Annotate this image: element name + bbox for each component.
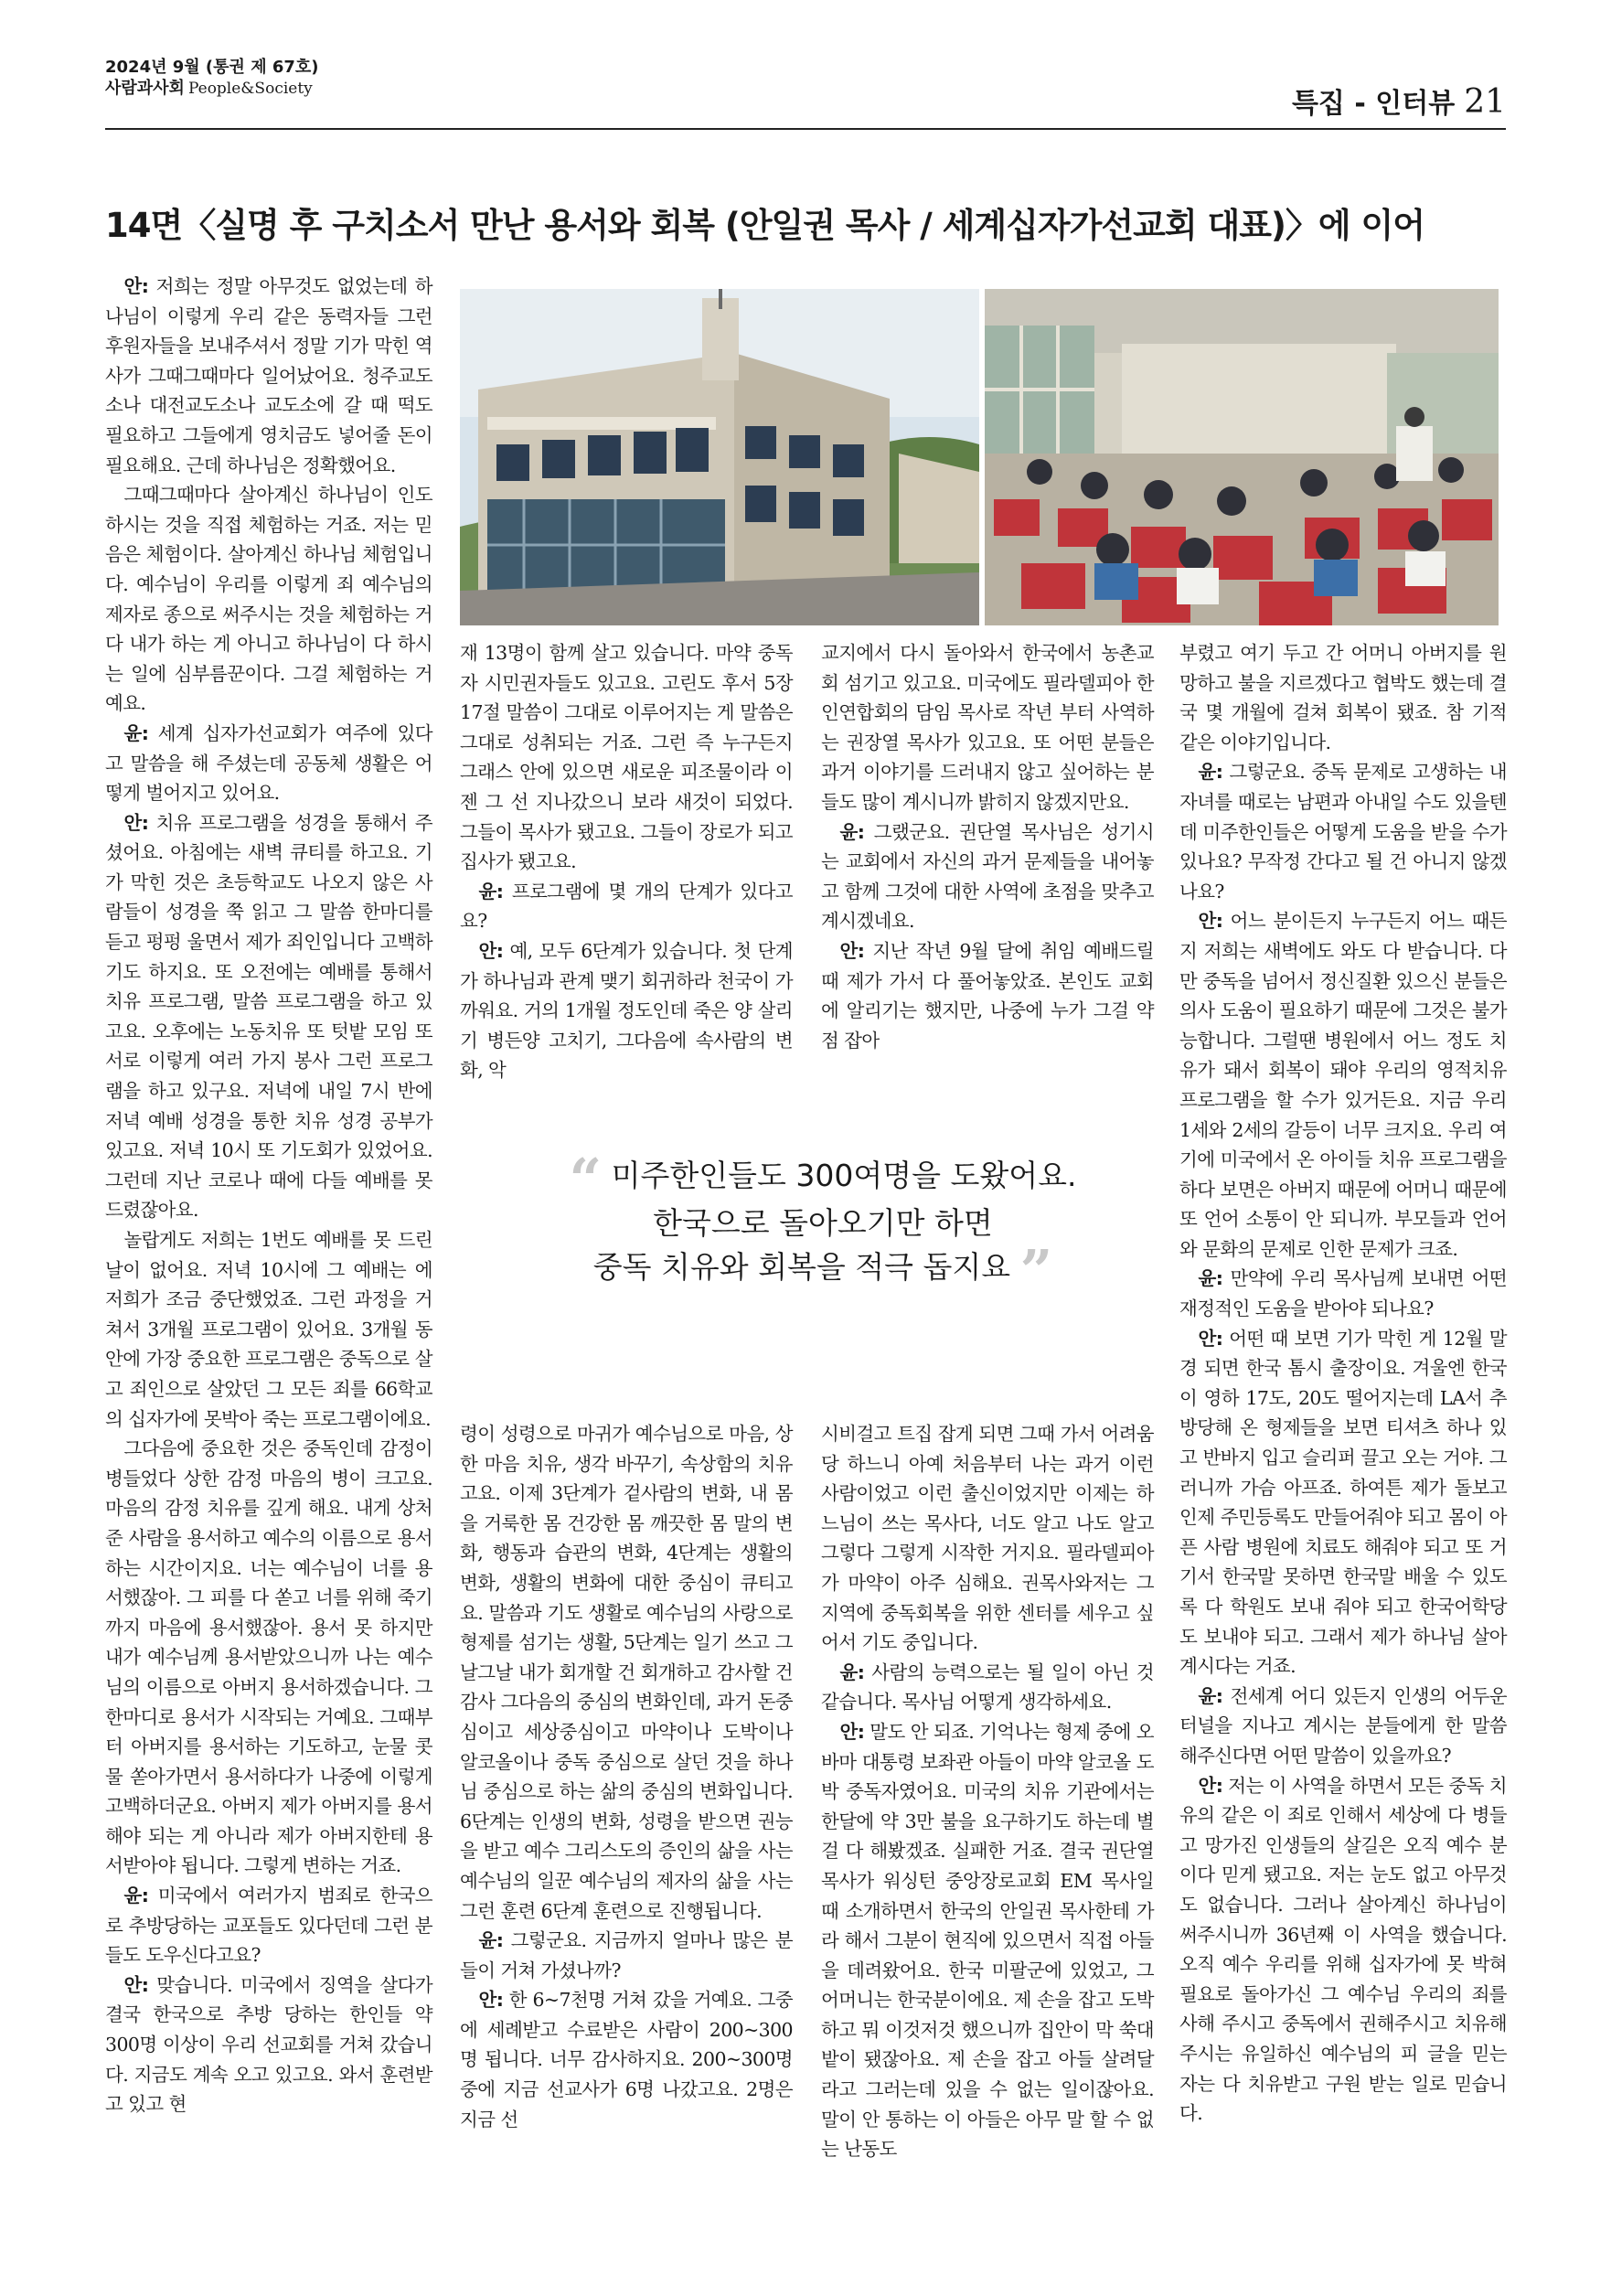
speaker-label: 안: — [839, 1720, 865, 1743]
paragraph: 윤: 미국에서 여러가지 범죄로 한국으로 추방당하는 교포들도 있다던데 그런 분들도 도우신다고요? — [105, 1885, 432, 1967]
section-label: 특집 - 인터뷰 — [1291, 88, 1456, 120]
paragraph: 안: 치유 프로그램을 성경을 통해서 주셨어요. 아침에는 새벽 큐티를 하고요. 기가 막힌 것은 초등학교도 나오지 않은 사람들이 성경을 쭉 읽고 그 말씀 한마디를 듣고 펑펑 울면서 제가 죄인입니다 고백하기도 하지요. 또 오전에는 예배를 통해서 치유 프로그램, 말씀 프로그램을 하고 있고요. 오후에는 노동치유 또 텃밭 모임 또 서로 이렇게 여러 가지 봉사 그런 프로그램을 하고 있구요. 저녁에 내일 7시 반에 저녁 예배 성경을 통한 치유 성경 공부가 있고요. 저녁 10시 또 기도회가 있었어요. 그런데 지난 코로나 때에 다들 예배를 못 드렸잖아요. — [105, 811, 432, 1222]
section-header — [1292, 80, 1506, 121]
paragraph: 윤: 사람의 능력으로는 될 일이 아닌 것 같습니다. 목사님 어떻게 생각하세요. — [821, 1661, 1154, 1714]
speaker-label: 안: — [1198, 910, 1223, 933]
paragraph: 윤: 프로그램에 몇 개의 단계가 있다고요? — [460, 880, 793, 933]
paragraph: 그때그때마다 살아계신 하나님이 인도하시는 것을 직접 체험하는 거죠. 저는 믿음은 체험이다. 살아계신 하나님 체험입니다. 예수님이 우리를 이렇게 죄 예수님의 제자로 종으로 써주시는 것을 체험하는 거다 내가 하는 게 아니고 하나님이 다 하시는 일에 심부름꾼이다. 그걸 체험하는 거예요. — [105, 484, 432, 715]
paragraph: 윤: 세계 십자가선교회가 여주에 있다고 말씀을 해 주셨는데 공동체 생활은 어떻게 벌어지고 있어요. — [105, 721, 432, 805]
paragraph: 안: 지난 작년 9월 달에 취임 예배드릴 때 제가 가서 다 풀어놓았죠. 본인도 교회에 알리기는 했지만, 나중에 누가 그걸 약점 잡아 — [821, 939, 1154, 1052]
speaker-label: 윤: — [123, 721, 149, 744]
paragraph: 윤: 전세계 어디 있든지 인생의 어두운 터널을 지나고 계시는 분들에게 한 말씀 해주신다면 어떤 말씀이 있을까요? — [1179, 1684, 1507, 1767]
article-column-2-upper — [460, 638, 793, 1082]
speaker-label: 안: — [1198, 1327, 1223, 1350]
speaker-label: 안: — [839, 939, 865, 962]
paragraph: 안: 어느 분이든지 누구든지 어느 때든지 저희는 새벽에도 와도 다 받습니다. 다만 중독을 넘어서 정신질환 있으신 분들은 의사 도움이 필요하기 때문에 그것은 불가능합니다. 그럴땐 병원에서 어느 정도 치유가 돼서 회복이 돼야 우리의 영적치유 프로그램을 할 수가 있거든요. 지금 우리 1세와 2세의 갈등이 너무 크지요. 우리 여기에 미국에서 온 아이들 치유 프로그램을 하다 보면은 아버지 때문에 어머니 때문에 또 언어 소통이 안 되니까. 부모들과 언어와 문화의 문제로 인한 문제가 크죠. — [1179, 910, 1507, 1260]
paragraph: 윤: 만약에 우리 목사님께 보내면 어떤 재정적인 도움을 받아야 되나요? — [1179, 1267, 1507, 1320]
paragraph: 놀랍게도 저희는 1번도 예배를 못 드린 날이 없어요. 저녁 10시에 그 예배는 에 저희가 조금 중단했었죠. 그런 과정을 거쳐서 3개월 프로그램이 있어요. 3개월 동안에 가장 중요한 프로그램은 중독으로 살고 죄인으로 살았던 그 모든 죄를 66학교의 십자가에 못박아 죽는 프로그램이에요. — [105, 1229, 432, 1430]
speaker-label: 윤: — [1198, 761, 1223, 784]
brand-korean: 사람과사회 — [105, 79, 185, 98]
header-divider — [105, 128, 1506, 130]
speaker-label: 안: — [478, 939, 504, 962]
pull-quote-line-2: 한국으로 돌아오기만 하면 — [653, 1205, 993, 1241]
article-column-4 — [1179, 638, 1507, 2164]
pull-quote-line-3: 중독 치유와 회복을 적극 돕지요 ” — [592, 1237, 1053, 1304]
audience-hall-photo — [985, 289, 1499, 625]
speaker-label: 안: — [123, 1973, 149, 1996]
church-building-photo — [460, 289, 979, 625]
article-column-2-lower — [460, 1419, 793, 2164]
speaker-label: 윤: — [478, 880, 504, 902]
close-quote-icon: ” — [1019, 1237, 1053, 1304]
pull-quote-line-1: “ 미주한인들도 300여명을 도왔어요. — [569, 1146, 1077, 1212]
paragraph: 령이 성령으로 마귀가 예수님으로 마음, 상한 마음 치유, 생각 바꾸기, 속상함의 치유고요. 이제 3단계가 겉사람의 변화, 내 몸을 거룩한 몸 건강한 몸 깨끗한 몸 말의 변화, 행동과 습관의 변화, 4단계는 생활의 변화, 생활의 변화에 대한 중심이 큐티고요. 말씀과 기도 생활로 예수님의 사랑으로 형제를 섬기는 생활, 5단계는 일기 쓰고 그날그날 내가 회개할 건 회개하고 감사할 건 감사 그다음의 중심의 변화인데, 과거 돈중심이고 세상중심이고 마약이나 도박이나 알코올이나 중독 중심으로 살던 것을 하나님 중심으로 하는 삶의 중심의 변화입니다. 6단계는 인생의 변화, 성령을 받으면 권능을 받고 예수 그리스도의 증인의 삶을 사는 예수님의 일꾼 예수님의 제자의 삶을 사는 그런 훈련 6단계 훈련으로 진행됩니다. — [460, 1423, 793, 1922]
paragraph: 윤: 그랬군요. 권단열 목사님은 성기시는 교회에서 자신의 과거 문제들을 내어놓고 함께 그것에 대한 사역에 초점을 맞추고 계시겠네요. — [821, 820, 1154, 933]
paragraph: 재 13명이 함께 살고 있습니다. 마약 중독자 시민권자들도 있고요. 고린도 후서 5장 17절 말씀이 그대로 이루어지는 게 말씀은 그대로 성취되는 거죠. 그런 즉 누구든지 그래스 안에 있으면 새로운 피조물이라 이젠 그 선 지나갔으니 보라 새것이 되었다. 그들이 목사가 됐고요. 그들이 장로가 되고 집사가 됐고요. — [460, 642, 793, 873]
paragraph: 안: 말도 안 되죠. 기억나는 형제 중에 오바마 대통령 보좌관 아들이 마약 알코올 도박 중독자였어요. 미국의 치유 기관에서는 한달에 약 3만 불을 요구하기도 하는데 별 걸 다 해봤겠죠. 실패한 거죠. 결국 권단열 목사가 워싱턴 중앙장로교회 EM 목사일 때 소개하면서 한국의 안일권 목사한테 가라 해서 그분이 현직에 있으면서 직접 아들을 데려왔어요. 한국 미팔군에 있었고, 그 어머니는 한국분이에요. 제 손을 잡고 도박하고 뭐 이것저것 했으니까 집안이 막 쑥대밭이 됐잖아요. 제 손을 잡고 아들 살려달라고 그러는데 있을 수 없는 일이잖아요. 말이 안 통하는 이 아들은 아무 말 할 수 없는 난동도 — [821, 1720, 1154, 2161]
paragraph: 부렸고 여기 두고 간 어머니 아버지를 원망하고 불을 지르겠다고 협박도 했는데 결국 몇 개월에 걸쳐 회복이 됐죠. 참 기적 같은 이야기입니다. — [1179, 642, 1507, 753]
open-quote-icon: “ — [569, 1146, 603, 1212]
speaker-label: 윤: — [1198, 1684, 1223, 1707]
paragraph: 안: 맞습니다. 미국에서 징역을 살다가 결국 한국으로 추방 당하는 한인들 약 300명 이상이 우리 선교회를 거쳐 갔습니다. 지금도 계속 오고 있고요. 와서 훈련받고 있고 현 — [105, 1973, 432, 2116]
paragraph: 안: 한 6~7천명 거쳐 갔을 거예요. 그중에 세례받고 수료받은 사람이 200~300명 됩니다. 너무 감사하지요. 200~300명 중에 지금 선교사가 6명 나갔고요. 2명은 지금 선 — [460, 1989, 793, 2130]
article-headline: 14면〈실명 후 구치소서 만난 용서와 회복 (안일권 목사 / 세계십자가선교회 대표)〉에 이어 — [105, 206, 1425, 245]
speaker-label: 안: — [123, 811, 149, 834]
paragraph: 시비걸고 트집 잡게 되면 그때 가서 어려움당 하느니 아예 처음부터 나는 과거 이런 사람이었고 이런 출신이었지만 이제는 하느님이 쓰는 목사다, 너도 알고 나도 알고 그렇다 그렇게 시작한 거지요. 필라델피아가 마약이 아주 심해요. 권목사와저는 그 지역에 중독회복을 위한 센터를 세우고 싶어서 기도 중입니다. — [821, 1423, 1154, 1654]
paragraph: 그다음에 중요한 것은 중독인데 감정이 병들었다 상한 감정 마음의 병이 크고요. 마음의 감정 치유를 깊게 해요. 내게 상처 준 사람을 용서하고 예수의 이름으로 용서하는 시간이지요. 너는 예수님이 너를 용서했잖아. 그 피를 다 쏟고 너를 위해 죽기까지 마음에 용서했잖아. 용서 못 하지만 내가 예수님께 용서받았으니까 나는 예수님의 이름으로 아버지 용서하겠습니다. 그 한마디로 용서가 시작되는 거예요. 그때부터 아버지를 용서하는 기도하고, 눈물 콧물 쏟아가면서 용서하다가 나중에 이렇게 고백하더군요. 아버지 제가 아버지를 용서해야 되는 게 아니라 제가 아버지한테 용서받아야 됩니다. 그렇게 변하는 거죠. — [105, 1437, 432, 1877]
masthead — [105, 57, 319, 100]
speaker-label: 윤: — [1198, 1267, 1223, 1290]
speaker-label: 윤: — [839, 1661, 865, 1683]
article-column-3-lower — [821, 1419, 1154, 2164]
speaker-label: 윤: — [839, 820, 865, 843]
speaker-label: 안: — [478, 1989, 504, 2012]
paragraph: 윤: 그렇군요. 중독 문제로 고생하는 내 자녀를 때로는 남편과 아내일 수도 있을텐데 미주한인들은 어떻게 도움을 받을 수가 있나요? 무작정 간다고 될 건 아니지 않겠나요? — [1179, 761, 1507, 902]
paragraph: 안: 예, 모두 6단계가 있습니다. 첫 단계가 하나님과 관계 맺기 회귀하라 천국이 가까워요. 거의 1개월 정도인데 죽은 양 살리기 병든양 고치기, 그다음에 속사람의 변화, 악 — [460, 939, 793, 1082]
paragraph: 윤: 그렇군요. 지금까지 얼마나 많은 분들이 거쳐 가셨나까? — [460, 1929, 793, 1981]
speaker-label: 윤: — [478, 1929, 504, 1952]
paragraph: 안: 저희는 정말 아무것도 없었는데 하나님이 이렇게 우리 같은 동력자들 그런 후원자들을 보내주셔서 정말 기가 막힌 역사가 그때그때마다 일어났어요. 청주교도소나 대전교도소나 교도소에 갈 때 떡도 필요하고 그들에게 영치금도 넣어줄 돈이 필요해요. 근데 하나님은 정확했어요. — [105, 275, 432, 476]
article-column-1 — [105, 272, 432, 2164]
paragraph: 안: 어떤 때 보면 기가 막힌 게 12월 말경 되면 한국 톰시 출장이요. 겨울엔 한국이 영하 17도, 20도 떨어지는데 LA서 추방당해 온 형제들을 보면 티셔츠 하나 있고 반바지 입고 슬리퍼 끌고 오는 거야. 그러니까 가슴 아프죠. 하여튼 제가 돌보고 인제 주민등록도 만들어줘야 되고 몸이 아픈 사람 병원에 치료도 해줘야 되고 또 거기서 한국말 못하면 한국말 배울 수 있도록 다 학원도 보내 줘야 되고 한국어학당도 보내야 되고. 그래서 제가 하나님 살아계시다는 거죠. — [1179, 1327, 1507, 1678]
paragraph: 교지에서 다시 돌아와서 한국에서 농촌교회 섬기고 있고요. 미국에도 필라델피아 한인연합회의 담임 목사로 작년 부터 사역하는 권장열 목사가 있고요. 또 어떤 분들은 과거 이야기를 드러내지 않고 싶어하는 분들도 많이 계시니까 밝히지 않겠지만요. — [821, 642, 1154, 813]
brand-line — [105, 78, 319, 100]
speaker-label: 윤: — [123, 1885, 149, 1907]
article-column-3-upper — [821, 638, 1154, 1068]
issue-info: 2024년 9월 (통권 제 67호) — [105, 58, 319, 77]
pull-quote — [494, 1146, 1152, 1304]
speaker-label: 안: — [123, 275, 149, 297]
speaker-label: 안: — [1198, 1774, 1223, 1797]
page-number: 21 — [1464, 83, 1506, 121]
paragraph: 안: 저는 이 사역을 하면서 모든 중독 치유의 같은 이 죄로 인해서 세상에 다 병들고 망가진 인생들의 살길은 오직 예수 분이다 믿게 됐고요. 저는 눈도 없고 아무것도 없습니다. 그러나 살아계신 하나님이 써주시니까 36년째 이 사역을 했습니다. 오직 예수 우리를 위해 십자가에 못 박혀 필요로 돌아가신 그 예수님 우리의 죄를 사해 주시고 중독에서 권해주시고 치유해 주시는 유일하신 예수님의 피 글을 믿는 자는 다 치유받고 구원 받는 일로 믿습니다. — [1179, 1774, 1507, 2125]
brand-english: People&Society — [187, 80, 313, 98]
